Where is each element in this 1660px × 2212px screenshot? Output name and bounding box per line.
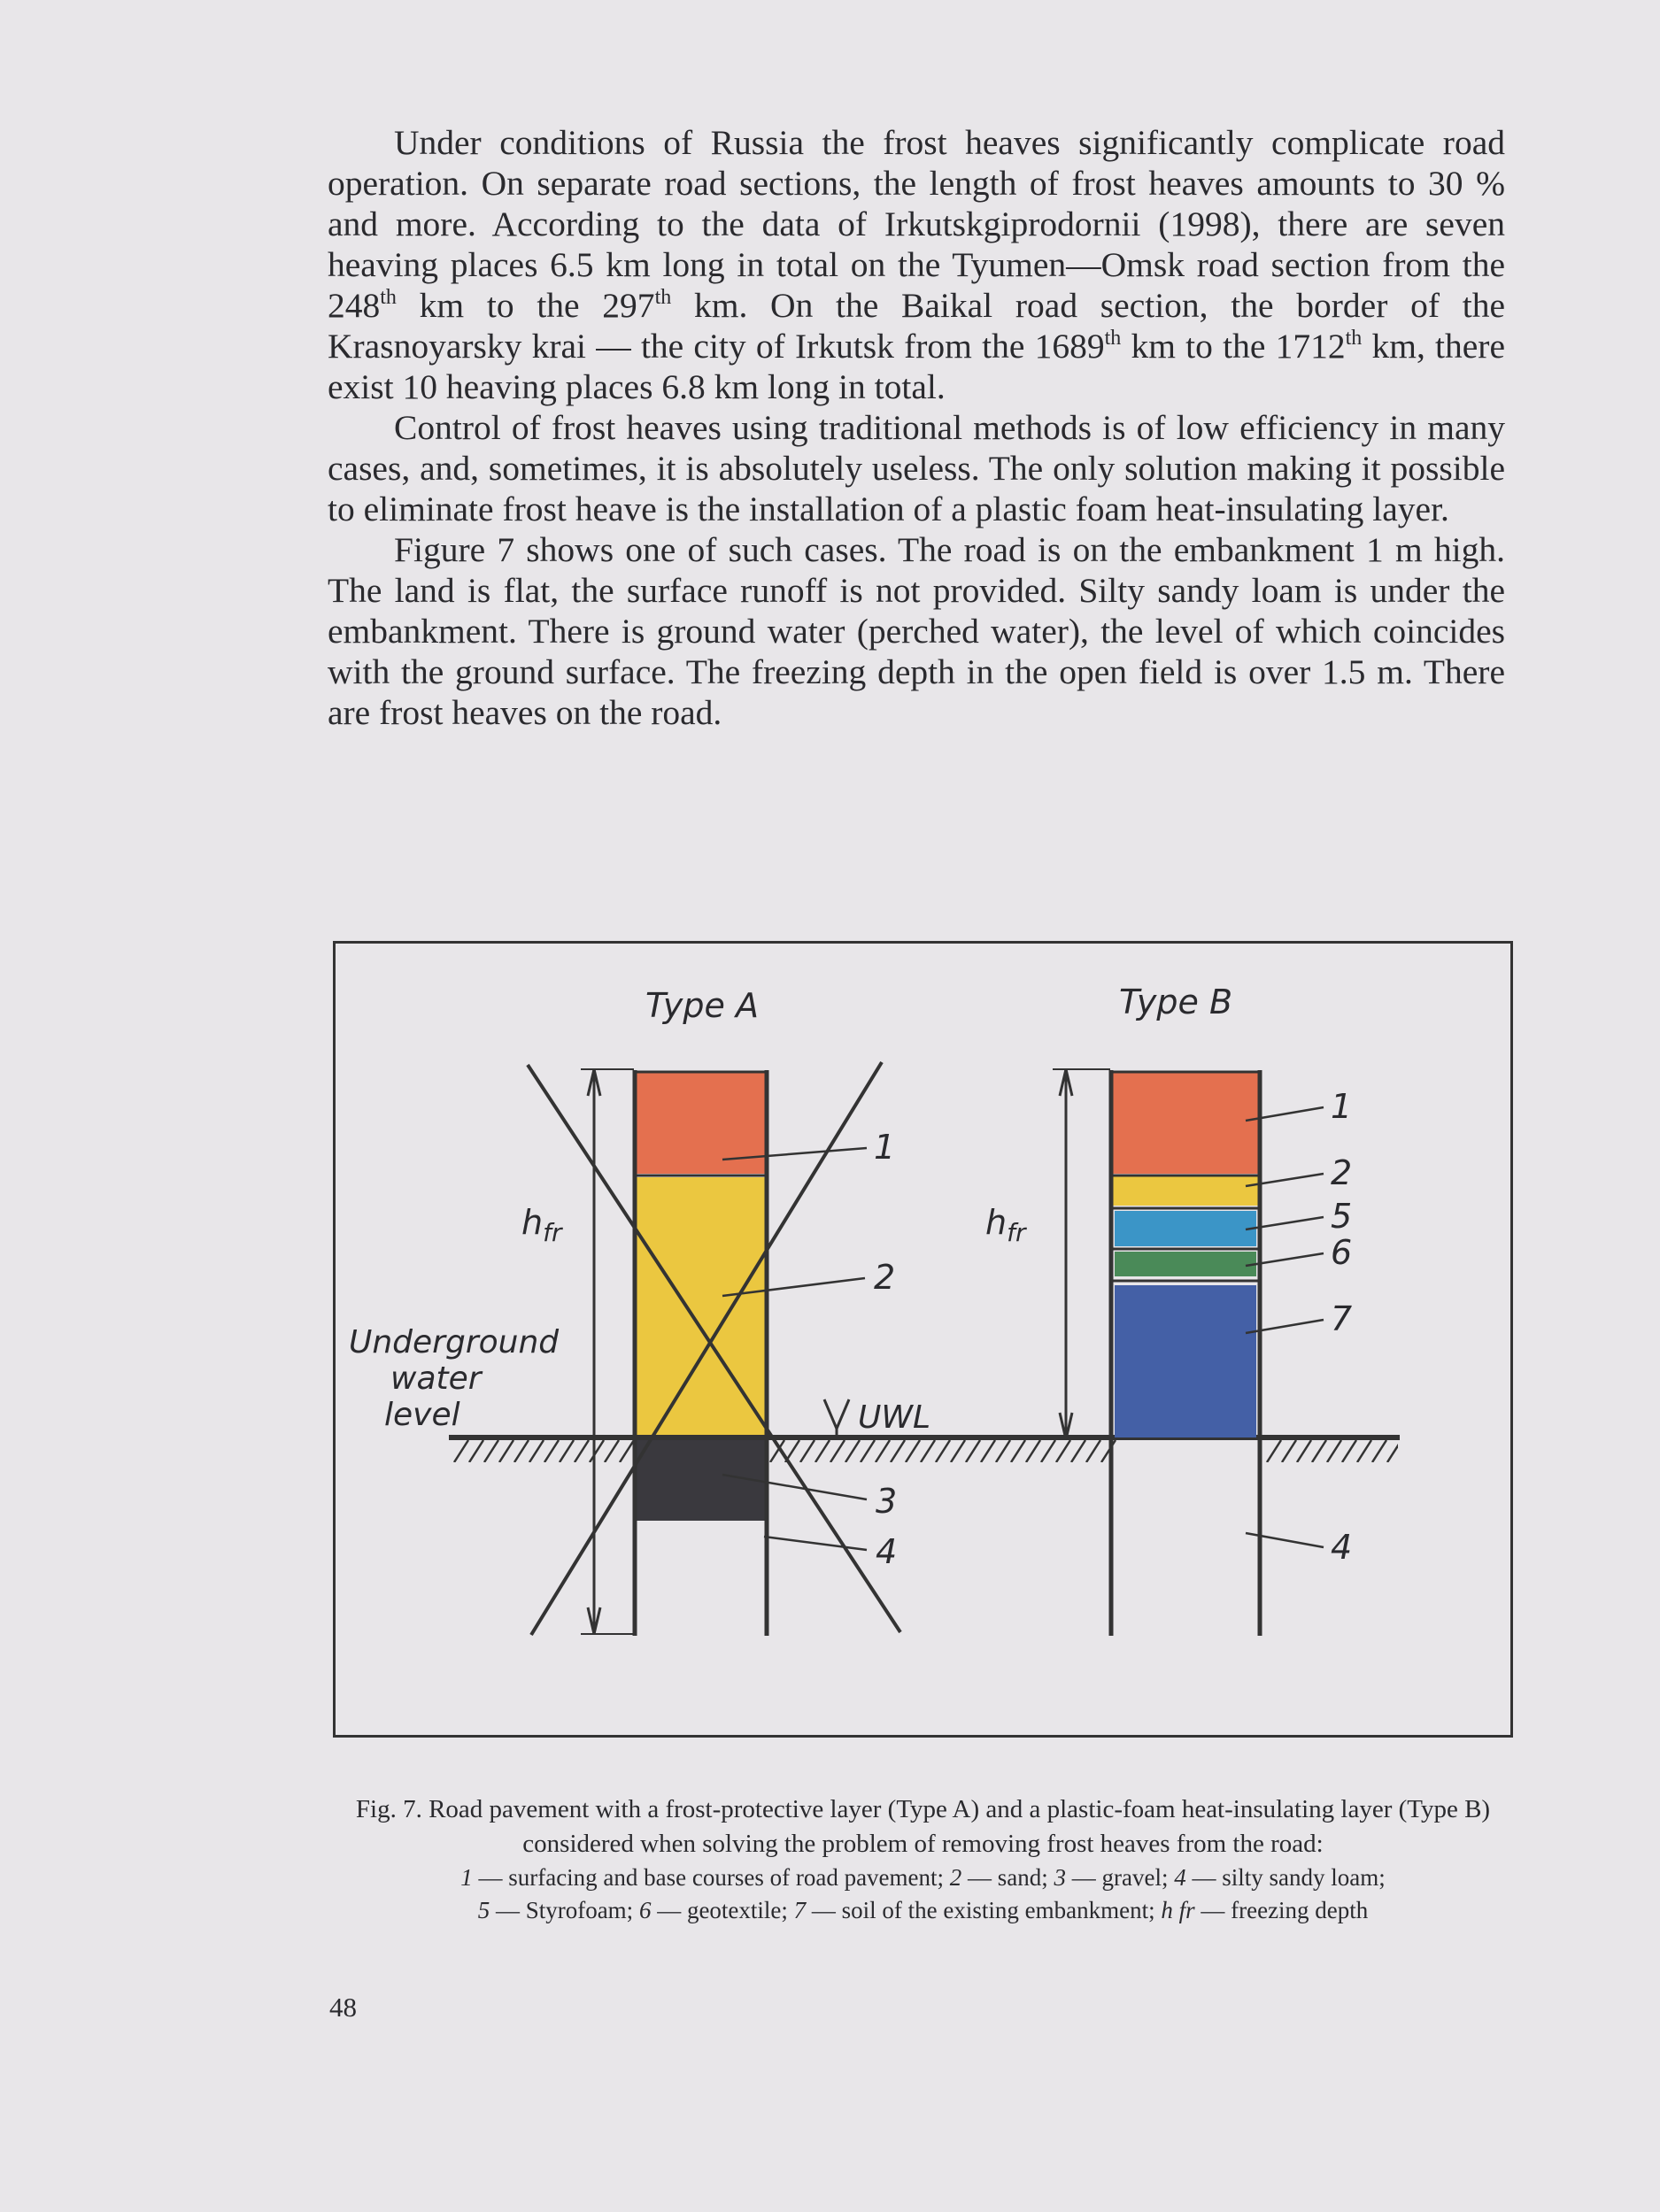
layer-sand-a — [637, 1177, 765, 1439]
layer-geotextile-b — [1115, 1252, 1256, 1276]
callout-b-6: 6 — [1331, 1233, 1353, 1272]
callout-a-2: 2 — [874, 1258, 896, 1297]
callout-b-2: 2 — [1331, 1153, 1353, 1192]
page-number: 48 — [329, 1992, 357, 2023]
hfr-label-b: $h_{fr}$ — [985, 1203, 1026, 1247]
pavement-diagram — [336, 944, 1510, 1735]
water-label-line3: level — [384, 1397, 460, 1433]
callout-a-4: 4 — [876, 1532, 898, 1571]
paragraph-3: Figure 7 shows one of such cases. The road is on the embankment 1 m high. The land is flat, the surface runoff is not provided. Silty sandy loam is under the embankment. There is ground water (perched water), the level of which coincides with the ground surface. The freezing depth in the open field is over 1.5 m. There are frost heaves on the road. — [328, 530, 1505, 732]
water-label-line2: water — [390, 1360, 482, 1397]
paragraph-1: Under conditions of Russia the frost heaves significantly complicate road operation. On separate road sections, the length of frost heaves amounts to 30 % and more. According to the data of Irkutskgiprodornii (1998), there are seven heaving places 6.5 km long in total on the Tyumen—Omsk road section from the 248th km to the 297th km. On the Baikal road section, the border of the Krasnoyarsky krai — the city of Irkutsk from the 1689th km to the 1712th km, there exist 10 heaving places 6.8 km long in total. — [328, 123, 1505, 406]
caption-title: Fig. 7. Road pavement with a frost-protective layer (Type A) and a plastic-foam heat-insulating layer (Type B) considered when solving the problem of removing frost heaves from the road: — [355, 1795, 1491, 1858]
type-a-column — [521, 1062, 900, 1636]
callout-b-4: 4 — [1331, 1528, 1353, 1567]
figure-7 — [333, 941, 1513, 1738]
layer-surfacing-b — [1113, 1072, 1258, 1174]
caption-legend-line1: 1 — surfacing and base courses of road pavement; 2 — sand; 3 — gravel; 4 — silty sandy loam; — [460, 1864, 1386, 1891]
type-b-column — [985, 1069, 1352, 1636]
body-text — [328, 122, 1505, 733]
caption-legend-line2: 5 — Styrofoam; 6 — geotextile; 7 — soil of the existing embankment; h fr — freezing depth — [477, 1897, 1369, 1923]
type-a-label: Type A — [645, 986, 759, 1025]
layer-styrofoam-b — [1115, 1211, 1256, 1246]
callout-b-7: 7 — [1331, 1299, 1353, 1338]
figure-caption — [341, 1792, 1505, 1927]
callout-b-5: 5 — [1331, 1197, 1353, 1236]
layer-sand-b — [1113, 1176, 1258, 1206]
uwl-label: UWL — [858, 1399, 931, 1436]
hfr-label-a: $h_{fr}$ — [521, 1203, 562, 1247]
paragraph-2: Control of frost heaves using traditional methods is of low efficiency in many cases, and, sometimes, it is absolutely useless. The only solution making it possible to eliminate frost heave is the installation of a plastic foam heat-insulating layer. — [328, 408, 1505, 528]
callout-b-1: 1 — [1331, 1087, 1353, 1126]
water-label-line1: Underground — [349, 1324, 560, 1360]
type-b-label: Type B — [1118, 983, 1233, 1021]
layer-embankment-soil-b — [1115, 1285, 1256, 1437]
uwl-marker-icon — [824, 1399, 849, 1429]
callout-a-1: 1 — [874, 1128, 896, 1167]
callout-a-3: 3 — [876, 1482, 898, 1521]
